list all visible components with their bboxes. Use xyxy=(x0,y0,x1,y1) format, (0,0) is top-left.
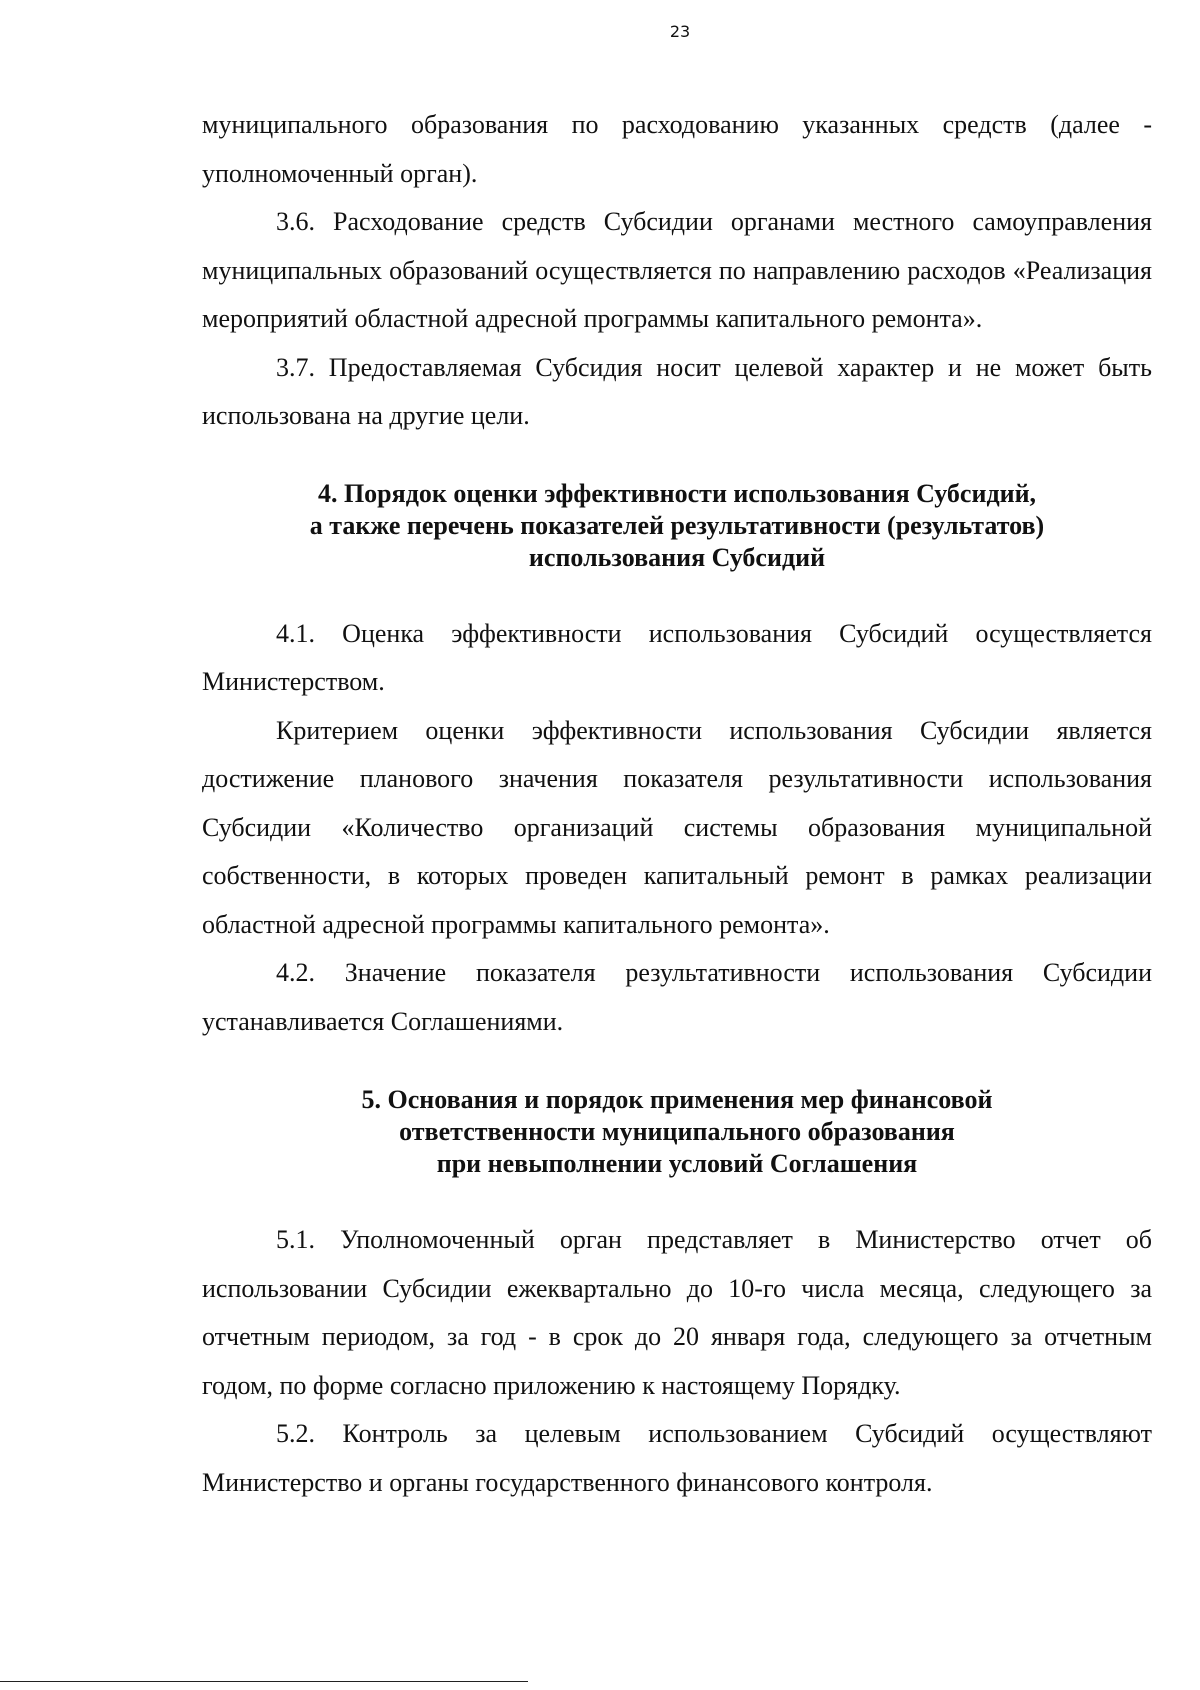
paragraph-3-7: 3.7. Предоставляемая Субсидия носит целевой характер и не может быть использована на другие цели. xyxy=(202,352,1152,430)
paragraph-3-6: 3.6. Расходование средств Субсидии органами местного самоуправления муниципальных образований осуществляется по направлению расходов «Реализация мероприятий областной адресной программы капитального ремонта». xyxy=(202,207,1152,333)
document-body xyxy=(202,101,1152,1507)
section-5-heading-line-1: 5. Основания и порядок применения мер финансовой xyxy=(361,1085,993,1114)
paragraph-criterion: Критерием оценки эффективности использования Субсидии является достижение планового значения показателя результативности использования Субсидии «Количество организаций системы образования муниципальной собственности, в которых проведен капитальный ремонт в рамках реализации областной адресной программы капитального ремонта». xyxy=(202,715,1152,939)
section-4-heading xyxy=(202,478,1152,574)
section-4-heading-line-1: 4. Порядок оценки эффективности использования Субсидий, xyxy=(317,478,1037,508)
paragraph-5-2: 5.2. Контроль за целевым использованием Субсидий осуществляют Министерство и органы государственного финансового контроля. xyxy=(202,1419,1152,1497)
page-number: 23 xyxy=(669,22,691,41)
section-5-heading-line-3: при невыполнении условий Соглашения xyxy=(436,1149,918,1178)
paragraph-continuation: муниципального образования по расходованию указанных средств (далее - уполномоченный орган). xyxy=(202,110,1152,188)
section-4-heading-line-2: а также перечень показателей результативности (результатов) xyxy=(309,510,1045,540)
footer-rule xyxy=(0,1681,528,1682)
paragraph-4-2: 4.2. Значение показателя результативности использования Субсидии устанавливается Соглашениями. xyxy=(202,958,1152,1036)
paragraph-4-1: 4.1. Оценка эффективности использования Субсидий осуществляется Министерством. xyxy=(202,618,1152,696)
paragraph-5-1: 5.1. Уполномоченный орган представляет в Министерство отчет об использовании Субсидии ежеквартально до 10-го числа месяца, следующего за отчетным периодом, за год - в срок до 20 января года, следующего за отчетным годом, по форме согласно приложению к настоящему Порядку. xyxy=(202,1225,1152,1400)
section-4-heading-line-3: использования Субсидий xyxy=(528,542,826,572)
section-5-heading xyxy=(202,1084,1152,1180)
section-5-heading-line-2: ответственности муниципального образования xyxy=(399,1117,955,1146)
